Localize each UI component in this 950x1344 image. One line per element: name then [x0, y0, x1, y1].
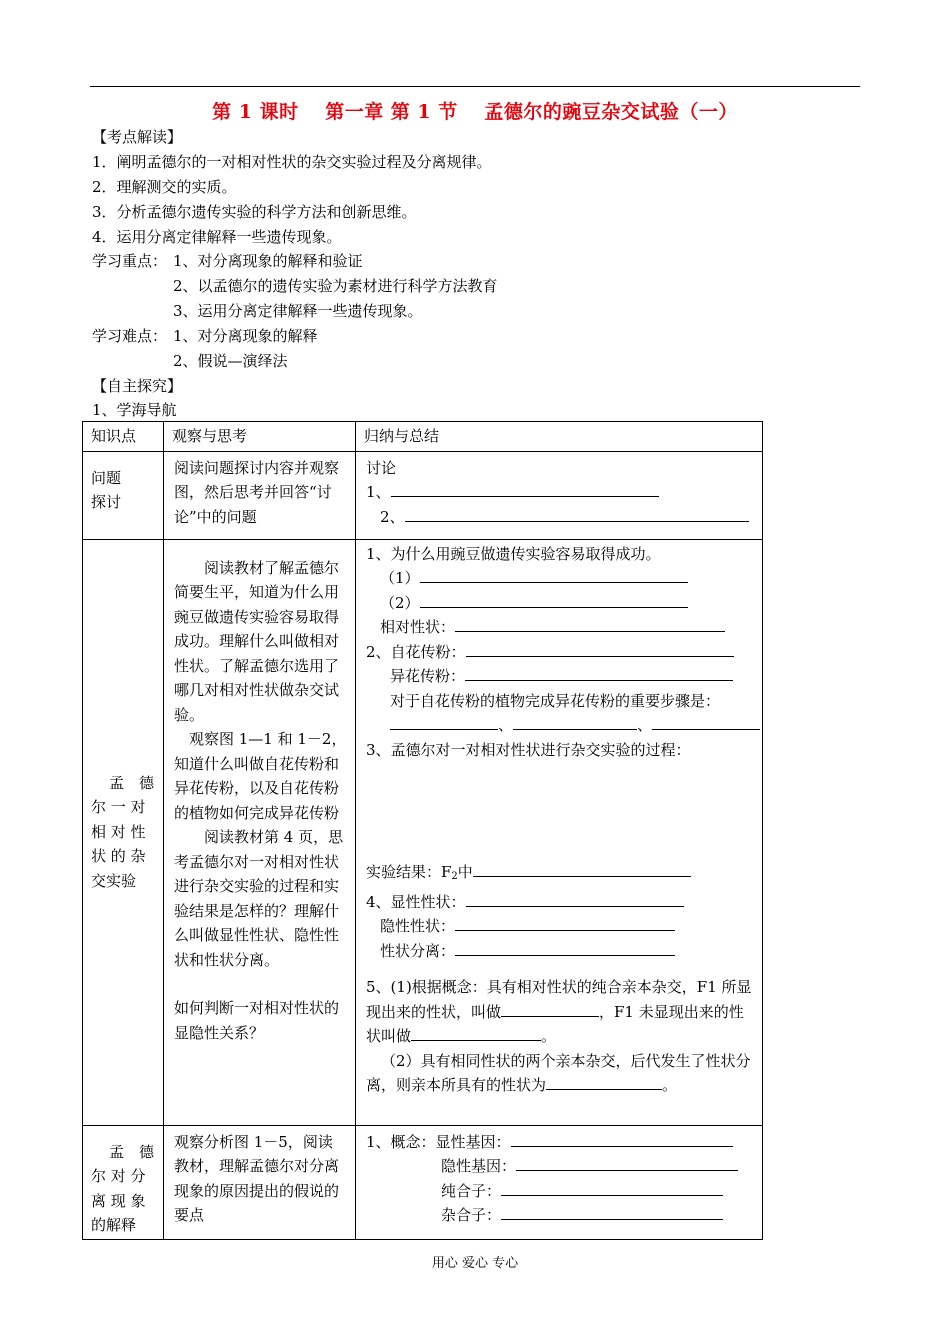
zhongdian-item-3: 3、运用分离定律解释一些遗传现象。: [173, 302, 423, 320]
nandian-label: 学习难点：: [92, 327, 168, 345]
summary-label: 杂合子：: [441, 1206, 502, 1224]
kaodian-item-3: 3．分析孟德尔遗传实验的科学方法和创新思维。: [92, 203, 417, 221]
summary-label: 1、概念：显性基因：: [366, 1132, 511, 1151]
zhongdian-item-2: 2、以孟德尔的遗传实验为素材进行科学方法教育: [173, 277, 498, 295]
section-heading-zizhu: 【自主探究】: [92, 377, 183, 395]
table-row: [83, 539, 763, 1125]
subscript: 2: [451, 871, 458, 882]
summary-label: 。: [541, 1027, 557, 1045]
answer-blank[interactable]: [473, 861, 691, 877]
answer-blank[interactable]: [511, 1131, 733, 1147]
table-row: [83, 451, 763, 539]
answer-blank[interactable]: [411, 1025, 541, 1041]
topic-line: 孟 德: [109, 773, 155, 792]
xuehai-heading: 1、学海导航: [92, 401, 177, 419]
page-footer: 用心 爱心 专心: [431, 1256, 519, 1271]
kaodian-item-1: 1．阐明孟德尔的一对相对性状的杂交实验过程及分离规律。: [92, 153, 492, 171]
summary-label: （1）: [380, 569, 420, 587]
separator: 、: [637, 716, 653, 734]
answer-blank[interactable]: [466, 891, 684, 907]
summary-label: 隐性基因：: [441, 1157, 517, 1175]
section-heading-kaodian: 【考点解读】: [92, 128, 183, 146]
answer-blank[interactable]: [455, 616, 725, 632]
answer-blank[interactable]: [405, 506, 749, 522]
zhongdian-item-1: 1、对分离现象的解释和验证: [173, 252, 363, 270]
observe-text: 阅读教材了解孟德尔简要生平，知道为什么用豌豆做遗传实验容易取得成功。理解什么叫做相对性状。了解孟德尔选用了哪几对相对性状做杂交试验。: [174, 558, 340, 724]
zhongdian-label: 学习重点：: [92, 252, 168, 270]
topic-line: 孟 德: [109, 1142, 155, 1161]
observe-text: 阅读教材第 4 页，思考孟德尔对一对相对性状进行杂交实验的过程和实验结果是怎样的？理解什么叫做显性性状、隐性性状和性状分离。: [174, 828, 344, 969]
summary-label: 。: [662, 1076, 678, 1094]
answer-blank[interactable]: [465, 665, 733, 681]
topic-line: 相 对 性: [91, 822, 146, 841]
summary-label: 隐性性状：: [380, 917, 456, 935]
answer-blank[interactable]: [455, 915, 675, 931]
study-table: [82, 421, 763, 1240]
answer-blank[interactable]: [455, 940, 675, 956]
summary-label: 2、: [380, 507, 405, 526]
answer-blank[interactable]: [391, 481, 659, 497]
nandian-item-1: 1、对分离现象的解释: [173, 327, 318, 345]
table-row: [83, 1125, 763, 1239]
observe-text: 阅读问题探讨内容并观察图，然后思考并回答“讨论”中的问题: [174, 458, 340, 526]
answer-blank[interactable]: [501, 1204, 723, 1220]
observe-text: 如何判断一对相对性状的显隐性关系？: [174, 999, 340, 1042]
summary-line: 1、为什么用豌豆做遗传实验容易取得成功。: [366, 544, 661, 563]
table-header-row: [83, 422, 763, 452]
observe-text: 观察分析图 1－5，阅读教材，理解孟德尔对分离现象的原因提出的假说的要点: [174, 1132, 340, 1224]
kaodian-item-4: 4．运用分离定律解释一些遗传现象。: [92, 228, 342, 246]
page-title: 第 1 课时 第一章 第 1 节 孟德尔的豌豆杂交试验（一）: [212, 101, 738, 123]
summary-label: 纯合子：: [441, 1181, 502, 1200]
answer-blank[interactable]: [501, 1180, 723, 1196]
summary-label: 异花传粉：: [390, 667, 466, 685]
summary-label: 5、(1)根据概念：具有相对性状的纯合亲本杂交，F1 所显现出来的性状，叫做: [366, 978, 752, 1021]
topic-line: 探讨: [91, 493, 122, 511]
answer-blank[interactable]: [513, 714, 637, 730]
summary-line: 3、孟德尔对一对相对性状进行杂交实验的过程：: [366, 740, 691, 759]
summary-label: （2）: [380, 593, 420, 612]
kaodian-item-2: 2．理解测交的实质。: [92, 178, 237, 196]
topic-line: 的解释: [91, 1216, 137, 1234]
answer-blank[interactable]: [501, 1001, 599, 1017]
summary-label: 相对性状：: [380, 618, 456, 636]
header-topic: 知识点: [91, 427, 137, 445]
separator: 、: [498, 716, 514, 734]
summary-label: 4、显性性状：: [366, 892, 466, 911]
summary-title: 讨论: [366, 458, 397, 477]
topic-line: 离 现 象: [91, 1191, 146, 1210]
answer-blank[interactable]: [546, 1074, 662, 1090]
topic-line: 状 的 杂: [91, 847, 146, 866]
topic-line: 尔 对 分: [91, 1167, 146, 1185]
summary-label: 中: [457, 863, 473, 881]
topic-line: 尔 一 对: [91, 798, 146, 817]
top-rule: [90, 86, 860, 87]
topic-line: 问题: [91, 468, 122, 487]
answer-blank[interactable]: [516, 1155, 738, 1171]
answer-blank[interactable]: [390, 714, 498, 730]
summary-label: 2、自花传粉：: [366, 642, 466, 661]
summary-line: 对于自花传粉的植物完成异花传粉的重要步骤是：: [390, 691, 721, 710]
nandian-item-2: 2、假说—演绎法: [173, 352, 288, 370]
summary-label: ，F1 未显现出来的性状叫做: [366, 1002, 744, 1045]
summary-label: 实验结果：F: [366, 863, 452, 881]
answer-blank[interactable]: [420, 592, 688, 608]
answer-blank[interactable]: [420, 567, 688, 583]
summary-label: 性状分离：: [380, 941, 456, 960]
topic-line: 交实验: [91, 871, 137, 890]
header-summary: 归纳与总结: [364, 427, 440, 445]
header-observe: 观察与思考: [172, 427, 248, 445]
answer-blank[interactable]: [466, 641, 734, 657]
observe-text: 观察图 1—1 和 1－2，知道什么叫做自花传粉和异花传粉，以及自花传粉的植物如何完成异花传粉: [174, 730, 347, 822]
answer-blank[interactable]: [652, 714, 760, 730]
summary-label: 1、: [366, 483, 391, 501]
summary-label: （2）具有相同性状的两个亲本杂交，后代发生了性状分离，则亲本所具有的性状为: [366, 1051, 751, 1094]
